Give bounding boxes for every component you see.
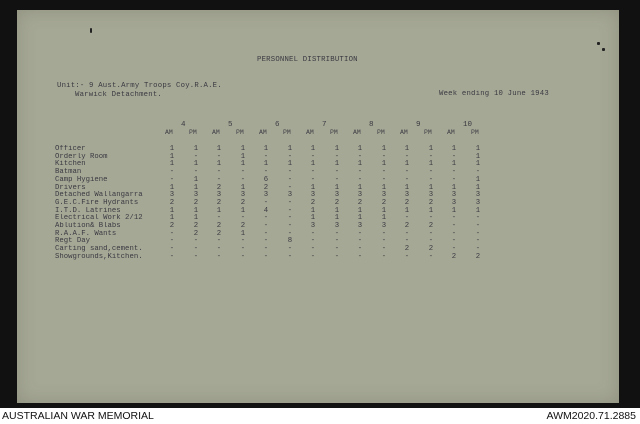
table-cell: 1 [475, 160, 481, 169]
am-header: AM [259, 129, 267, 136]
table-cell: - [216, 252, 222, 261]
table-cell: 6 [263, 175, 269, 184]
table-cell: 1 [310, 183, 316, 192]
table-cell: - [263, 214, 269, 223]
table-cell: 3 [169, 191, 175, 200]
table-cell: - [193, 168, 199, 177]
table-cell: - [310, 245, 316, 254]
table-cell: - [428, 252, 434, 261]
table-cell: 1 [381, 183, 387, 192]
table-cell: - [357, 168, 363, 177]
table-cell: - [381, 229, 387, 238]
table-cell: 2 [193, 222, 199, 230]
row-label: Carting sand,cement. [55, 245, 143, 254]
pm-header: PM [424, 129, 432, 136]
table-cell: - [357, 245, 363, 254]
table-cell: - [169, 168, 175, 177]
table-cell: - [310, 229, 316, 238]
table-cell: 1 [240, 183, 246, 192]
table-cell: 2 [428, 198, 434, 207]
table-cell: - [451, 237, 457, 246]
table-cell: - [193, 252, 199, 261]
table-cell: 2 [240, 198, 246, 207]
table-cell: 2 [404, 222, 410, 230]
punch-mark [597, 42, 600, 45]
table-cell: 3 [240, 191, 246, 200]
table-cell: 1 [428, 206, 434, 215]
table-cell: 3 [334, 191, 340, 200]
table-cell: - [475, 168, 481, 177]
table-cell: 1 [381, 145, 387, 153]
table-cell: - [357, 237, 363, 246]
table-cell: - [193, 245, 199, 254]
table-cell: 1 [475, 152, 481, 161]
document-page [17, 10, 619, 403]
am-header: AM [447, 129, 455, 136]
table-cell: - [404, 175, 410, 184]
table-cell: - [451, 175, 457, 184]
document-title: PERSONNEL DISTRIBUTION [257, 56, 358, 64]
table-cell: - [404, 237, 410, 246]
table-cell: 2 [451, 252, 457, 261]
table-cell: 1 [404, 160, 410, 169]
table-cell: 1 [193, 160, 199, 169]
table-cell: 1 [193, 175, 199, 184]
table-cell: - [169, 245, 175, 254]
table-cell: - [357, 152, 363, 161]
pm-header: PM [377, 129, 385, 136]
table-cell: - [451, 245, 457, 254]
table-cell: 1 [451, 145, 457, 153]
table-cell: - [169, 252, 175, 261]
table-cell: - [428, 229, 434, 238]
table-cell: 1 [334, 145, 340, 153]
table-cell: - [287, 252, 293, 261]
table-cell: 2 [216, 183, 222, 192]
table-cell: - [193, 152, 199, 161]
table-cell: - [310, 252, 316, 261]
table-cell: 1 [334, 206, 340, 215]
day-header: 7 [322, 121, 327, 129]
table-cell: - [240, 252, 246, 261]
row-label: Drivers [55, 183, 86, 192]
table-cell: 1 [475, 145, 481, 153]
table-cell: 3 [263, 191, 269, 200]
table-cell: 1 [381, 160, 387, 169]
table-cell: 3 [451, 191, 457, 200]
row-label: Ablution& Blabs [55, 222, 121, 230]
table-cell: - [216, 214, 222, 223]
row-label: I.T.D. Latrines [55, 206, 121, 215]
table-cell: 2 [428, 222, 434, 230]
table-cell: 3 [475, 198, 481, 207]
day-header: 10 [463, 121, 473, 129]
table-cell: 1 [428, 183, 434, 192]
table-cell: 1 [310, 206, 316, 215]
table-cell: - [263, 198, 269, 207]
table-cell: 1 [451, 206, 457, 215]
table-cell: 3 [357, 222, 363, 230]
table-cell: - [216, 168, 222, 177]
detachment-line: Warwick Detachment. [75, 91, 162, 99]
table-cell: - [216, 175, 222, 184]
table-cell: 1 [240, 206, 246, 215]
table-cell: - [287, 214, 293, 223]
table-cell: - [263, 222, 269, 230]
table-cell: 1 [216, 145, 222, 153]
table-cell: 3 [334, 222, 340, 230]
table-cell: 8 [287, 237, 293, 246]
table-cell: - [404, 229, 410, 238]
table-cell: 3 [287, 191, 293, 200]
table-cell: - [216, 245, 222, 254]
row-label: G.E.C.Fire Hydrants [55, 198, 139, 207]
table-cell: 1 [169, 152, 175, 161]
table-cell: 4 [263, 206, 269, 215]
row-label: Detached Wallangarra [55, 191, 143, 200]
table-cell: 3 [310, 191, 316, 200]
table-cell: 1 [404, 145, 410, 153]
table-cell: 1 [428, 145, 434, 153]
table-cell: - [334, 245, 340, 254]
table-cell: 1 [451, 183, 457, 192]
row-label: R.A.A.F. Wants [55, 229, 117, 238]
table-cell: - [451, 168, 457, 177]
table-cell: - [451, 152, 457, 161]
table-cell: - [287, 168, 293, 177]
table-cell: 2 [169, 198, 175, 207]
table-cell: 1 [169, 145, 175, 153]
table-cell: - [381, 168, 387, 177]
table-cell: 3 [451, 198, 457, 207]
table-cell: 2 [193, 229, 199, 238]
am-header: AM [353, 129, 361, 136]
punch-mark [90, 28, 92, 33]
table-cell: 3 [428, 191, 434, 200]
table-cell: 1 [193, 145, 199, 153]
table-cell: 1 [428, 160, 434, 169]
table-cell: 1 [475, 183, 481, 192]
table-cell: - [263, 245, 269, 254]
am-header: AM [165, 129, 173, 136]
table-cell: 3 [475, 191, 481, 200]
table-cell: 2 [334, 198, 340, 207]
table-cell: 1 [404, 183, 410, 192]
punch-mark [602, 48, 605, 51]
table-cell: - [428, 237, 434, 246]
table-cell: 1 [216, 206, 222, 215]
table-cell: 1 [287, 160, 293, 169]
table-cell: - [451, 222, 457, 230]
table-cell: - [404, 214, 410, 223]
table-cell: 1 [357, 206, 363, 215]
table-cell: - [381, 152, 387, 161]
table-cell: - [334, 175, 340, 184]
table-cell: 1 [334, 160, 340, 169]
table-cell: 1 [193, 214, 199, 223]
table-cell: - [334, 168, 340, 177]
table-cell: 1 [169, 183, 175, 192]
institution-credit: AUSTRALIAN WAR MEMORIAL [2, 410, 154, 422]
table-cell: - [357, 252, 363, 261]
table-cell: 2 [428, 245, 434, 254]
table-cell: 1 [381, 214, 387, 223]
table-cell: - [287, 152, 293, 161]
table-cell: - [263, 252, 269, 261]
table-cell: - [451, 229, 457, 238]
day-header: 8 [369, 121, 374, 129]
row-label: Batman [55, 168, 82, 177]
accession-number: AWM2020.71.2885 [546, 410, 636, 422]
table-cell: - [428, 214, 434, 223]
table-cell: 2 [216, 198, 222, 207]
day-header: 6 [275, 121, 280, 129]
table-cell: 1 [240, 152, 246, 161]
table-cell: 1 [193, 183, 199, 192]
table-cell: - [169, 229, 175, 238]
table-cell: - [475, 237, 481, 246]
table-cell: - [169, 237, 175, 246]
table-cell: 1 [334, 183, 340, 192]
table-cell: 1 [310, 160, 316, 169]
day-header: 4 [181, 121, 186, 129]
table-cell: 1 [404, 206, 410, 215]
table-cell: 1 [216, 160, 222, 169]
table-cell: - [263, 168, 269, 177]
table-cell: 1 [475, 175, 481, 184]
table-cell: 1 [381, 206, 387, 215]
table-cell: 1 [357, 145, 363, 153]
table-cell: - [475, 214, 481, 223]
table-cell: - [334, 252, 340, 261]
table-cell: - [240, 175, 246, 184]
table-cell: - [428, 168, 434, 177]
table-cell: 3 [216, 191, 222, 200]
table-cell: 3 [381, 191, 387, 200]
table-cell: - [240, 214, 246, 223]
table-cell: - [263, 152, 269, 161]
table-cell: - [334, 237, 340, 246]
table-cell: - [310, 237, 316, 246]
table-cell: 3 [381, 222, 387, 230]
am-header: AM [212, 129, 220, 136]
table-cell: 1 [169, 206, 175, 215]
pm-header: PM [189, 129, 197, 136]
table-cell: 1 [310, 214, 316, 223]
am-header: AM [400, 129, 408, 136]
table-cell: 1 [240, 145, 246, 153]
table-cell: 1 [357, 183, 363, 192]
table-cell: 1 [193, 206, 199, 215]
table-cell: - [404, 168, 410, 177]
pm-header: PM [471, 129, 479, 136]
table-cell: 2 [169, 222, 175, 230]
row-label: Electrical Work 2/12 [55, 214, 143, 223]
table-cell: 2 [310, 198, 316, 207]
table-cell: - [287, 183, 293, 192]
table-cell: 1 [240, 160, 246, 169]
table-cell: 2 [216, 222, 222, 230]
table-cell: 2 [193, 198, 199, 207]
table-cell: - [169, 175, 175, 184]
table-cell: - [381, 237, 387, 246]
table-cell: - [287, 245, 293, 254]
table-cell: - [240, 237, 246, 246]
pm-header: PM [236, 129, 244, 136]
table-cell: - [404, 152, 410, 161]
table-cell: - [287, 175, 293, 184]
table-cell: - [381, 252, 387, 261]
table-cell: 3 [404, 191, 410, 200]
table-cell: 1 [287, 145, 293, 153]
table-cell: - [404, 252, 410, 261]
row-label: Kitchen [55, 160, 86, 169]
table-cell: 3 [193, 191, 199, 200]
table-cell: 1 [169, 160, 175, 169]
row-label: Orderly Room [55, 152, 108, 161]
table-cell: - [287, 229, 293, 238]
table-cell: - [287, 198, 293, 207]
table-cell: - [240, 245, 246, 254]
am-header: AM [306, 129, 314, 136]
row-label: Showgrounds,Kitchen. [55, 252, 143, 261]
table-cell: - [310, 168, 316, 177]
table-cell: - [451, 214, 457, 223]
table-cell: - [428, 175, 434, 184]
table-cell: - [287, 222, 293, 230]
week-ending: Week ending 10 June 1943 [439, 90, 549, 98]
pm-header: PM [283, 129, 291, 136]
table-cell: - [310, 152, 316, 161]
table-cell: - [193, 237, 199, 246]
table-cell: - [287, 206, 293, 215]
table-cell: 1 [475, 206, 481, 215]
table-cell: 1 [451, 160, 457, 169]
table-cell: - [475, 245, 481, 254]
row-label: Officer [55, 145, 86, 153]
table-cell: 2 [404, 245, 410, 254]
table-cell: 2 [475, 252, 481, 261]
table-cell: - [357, 229, 363, 238]
table-cell: - [475, 222, 481, 230]
table-cell: 1 [357, 214, 363, 223]
row-label: Camp Hygiene [55, 175, 108, 184]
table-cell: 2 [240, 222, 246, 230]
table-cell: 3 [357, 191, 363, 200]
table-cell: - [240, 168, 246, 177]
table-cell: 1 [334, 214, 340, 223]
table-cell: - [381, 175, 387, 184]
day-header: 9 [416, 121, 421, 129]
table-cell: - [475, 229, 481, 238]
table-cell: 2 [404, 198, 410, 207]
table-cell: 2 [357, 198, 363, 207]
table-cell: - [428, 152, 434, 161]
pm-header: PM [330, 129, 338, 136]
table-cell: 3 [310, 222, 316, 230]
table-cell: - [381, 245, 387, 254]
table-cell: - [263, 229, 269, 238]
table-cell: 1 [263, 160, 269, 169]
table-cell: 2 [216, 229, 222, 238]
table-cell: - [334, 152, 340, 161]
table-cell: - [216, 152, 222, 161]
table-cell: - [263, 237, 269, 246]
table-cell: 1 [357, 160, 363, 169]
table-cell: 1 [169, 214, 175, 223]
table-cell: - [334, 229, 340, 238]
table-cell: 1 [240, 229, 246, 238]
day-header: 5 [228, 121, 233, 129]
table-cell: 2 [381, 198, 387, 207]
unit-line: Unit:- 9 Aust.Army Troops Coy.R.A.E. [57, 82, 222, 90]
table-cell: 1 [263, 145, 269, 153]
table-cell: - [216, 237, 222, 246]
table-cell: 1 [310, 145, 316, 153]
table-cell: 2 [263, 183, 269, 192]
table-cell: - [357, 175, 363, 184]
table-cell: - [310, 175, 316, 184]
row-label: Regt Day [55, 237, 91, 246]
